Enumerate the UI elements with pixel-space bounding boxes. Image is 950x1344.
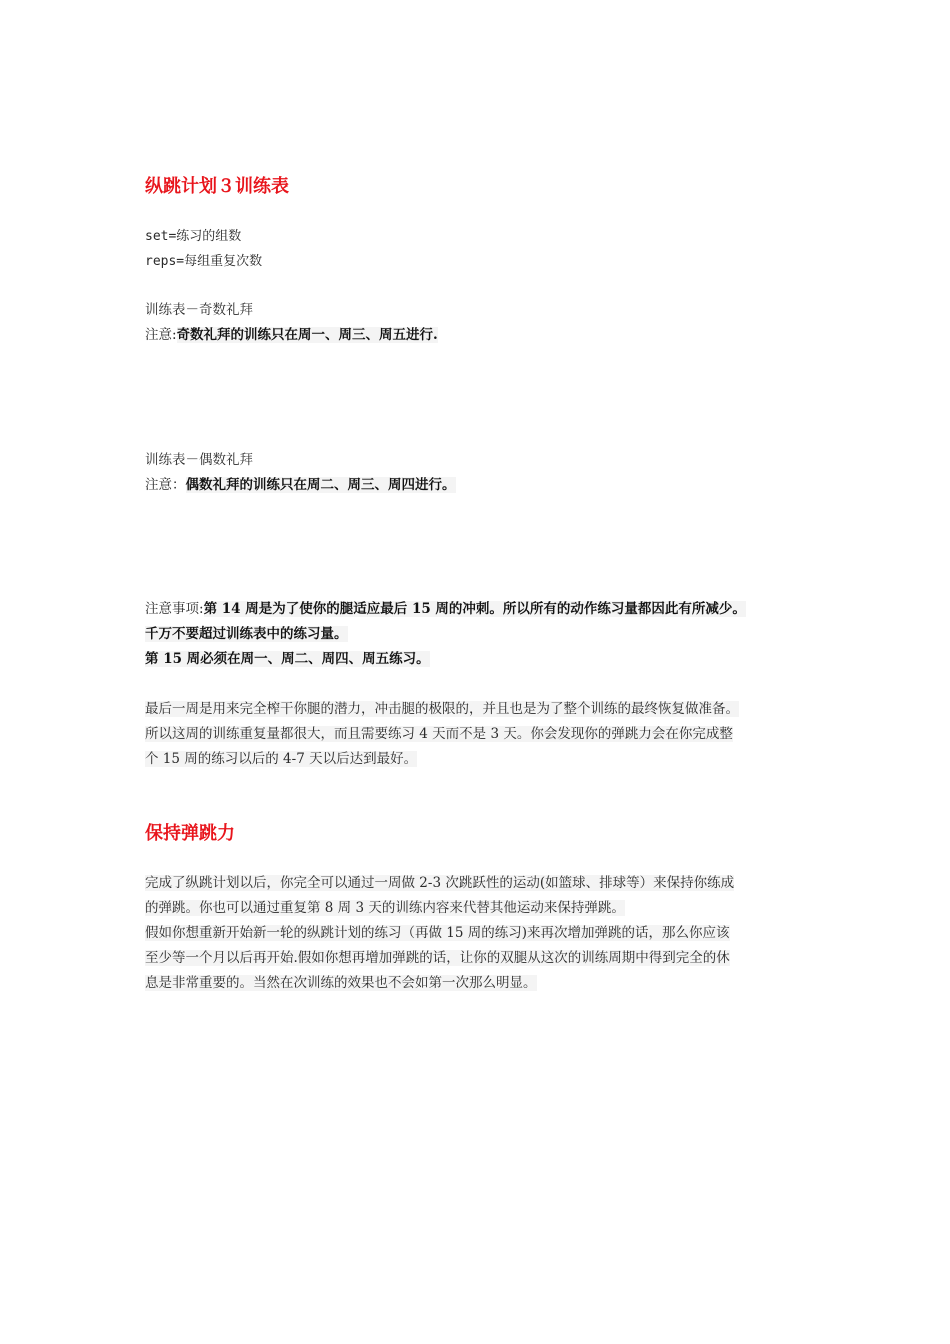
maintain-line-1: 完成了纵跳计划以后，你完全可以通过一周做 2-3 次跳跃性的运动(如篮球、排球等）来保持你练成 — [145, 875, 735, 891]
notes-line-1 — [145, 597, 746, 622]
maintain-line-3: 假如你想重新开始新一轮的纵跳计划的练习（再做 15 周的练习)来再次增加弹跳的话，那么你应该 — [145, 925, 730, 941]
odd-week-note — [145, 323, 438, 348]
notes-text-1: 第 14 周是为了使你的腿适应最后 15 周的冲刺。所以所有的动作练习量都因此有所减少。 — [203, 601, 746, 617]
odd-week-note-prefix: 注意: — [145, 327, 177, 343]
notes-line-2: 千万不要超过训练表中的练习量。 — [145, 626, 348, 642]
maintain-title: 保持弹跳力 — [145, 823, 235, 844]
final-week-line-3: 个 15 周的练习以后的 4-7 天以后达到最好。 — [145, 751, 418, 767]
notes-line-3: 第 15 周必须在周一、周二、周四、周五练习。 — [145, 651, 430, 667]
final-week-line-2: 所以这周的训练重复量都很大，而且需要练习 4 天而不是 3 天。你会发现你的弹跳力会在你完成整 — [145, 726, 733, 742]
maintain-line-2: 的弹跳。你也可以通过重复第 8 周 3 天的训练内容来代替其他运动来保持弹跳。 — [145, 900, 625, 916]
definition-set: set=练习的组数 — [145, 229, 242, 244]
definition-reps: reps=每组重复次数 — [145, 254, 263, 269]
odd-week-note-text: 奇数礼拜的训练只在周一、周三、周五进行. — [176, 327, 438, 343]
even-week-label: 训练表－偶数礼拜 — [145, 452, 253, 468]
final-week-line-1: 最后一周是用来完全榨干你腿的潜力，冲击腿的极限的，并且也是为了整个训练的最终恢复做准备。 — [145, 701, 739, 717]
even-week-note-prefix: 注意： — [145, 477, 186, 493]
page-title: 纵跳计划３训练表 — [145, 176, 289, 197]
notes-prefix: 注意事项: — [145, 601, 204, 617]
maintain-line-5: 息是非常重要的。当然在次训练的效果也不会如第一次那么明显。 — [145, 975, 537, 991]
even-week-note-text: 偶数礼拜的训练只在周二、周三、周四进行。 — [185, 477, 456, 493]
maintain-line-4: 至少等一个月以后再开始.假如你想再增加弹跳的话，让你的双腿从这次的训练周期中得到完全的休 — [145, 950, 730, 966]
even-week-note — [145, 473, 456, 498]
odd-week-label: 训练表－奇数礼拜 — [145, 302, 253, 318]
